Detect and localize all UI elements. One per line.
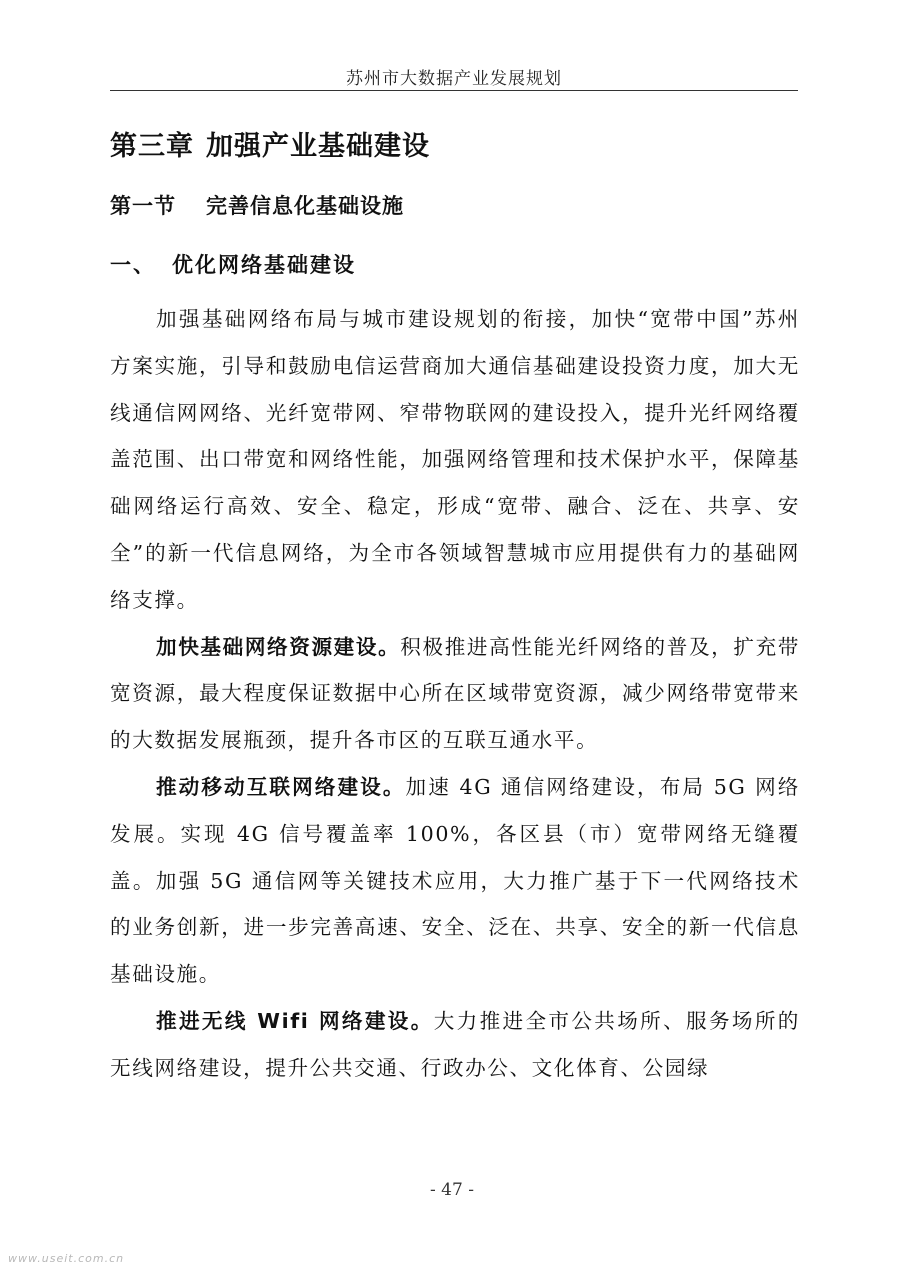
- running-header: 苏州市大数据产业发展规划: [346, 69, 562, 89]
- paragraph-lead: 推动移动互联网络建设。: [156, 774, 406, 799]
- header-rule: [110, 90, 798, 91]
- body-text: [110, 296, 800, 1092]
- paragraph-intro: [110, 296, 800, 624]
- paragraph-lead: 推进无线 Wifi 网络建设。: [156, 1008, 434, 1033]
- paragraph-lead: 加快基础网络资源建设。: [156, 634, 401, 659]
- subsection-title: 优化网络基础建设: [172, 253, 356, 277]
- watermark: www.useit.com.cn: [8, 1252, 125, 1265]
- chapter-title: 加强产业基础建设: [206, 131, 430, 162]
- paragraph-network-resources: [110, 624, 800, 764]
- page-number: - 47 -: [430, 1180, 474, 1200]
- paragraph-text: 加强基础网络布局与城市建设规划的衔接，加快“宽带中国”苏州方案实施，引导和鼓励电信运营商加大通信基础建设投资力度，加大无线通信网网络、光纤宽带网、窄带物联网的建设投入，提升光纤网络覆盖范围、出口带宽和网络性能，加强网络管理和技术保护水平，保障基础网络运行高效、安全、稳定，形成“宽带、融合、泛在、共享、安全”的新一代信息网络，为全市各领域智慧城市应用提供有力的基础网络支撑。: [110, 307, 800, 612]
- chapter-number: 第三章: [110, 131, 194, 162]
- paragraph-wifi: [110, 998, 800, 1092]
- paragraph-text: 大力推进全市公共场所、服务场所的无线网络建设，提升公共交通、行政办公、文化体育、公园绿: [110, 1008, 800, 1080]
- subsection-number: 一、: [110, 253, 156, 277]
- paragraph-text: 加速 4G 通信网络建设，布局 5G 网络发展。实现 4G 信号覆盖率 100%，各区县（市）宽带网络无缝覆盖。加强 5G 通信网等关键技术应用，大力推广基于下一代网络技术的业务创新，进一步完善高速、安全、泛在、共享、安全的新一代信息基础设施。: [110, 774, 800, 987]
- paragraph-mobile-internet: [110, 764, 800, 998]
- section-number: 第一节: [110, 193, 176, 218]
- paragraph-text: 积极推进高性能光纤网络的普及，扩充带宽资源，最大程度保证数据中心所在区域带宽资源，减少网络带宽带来的大数据发展瓶颈，提升各市区的互联互通水平。: [110, 634, 800, 753]
- section-heading: [110, 190, 404, 220]
- chapter-heading: [110, 124, 430, 163]
- section-title: 完善信息化基础设施: [206, 193, 404, 218]
- subsection-heading: [110, 249, 356, 279]
